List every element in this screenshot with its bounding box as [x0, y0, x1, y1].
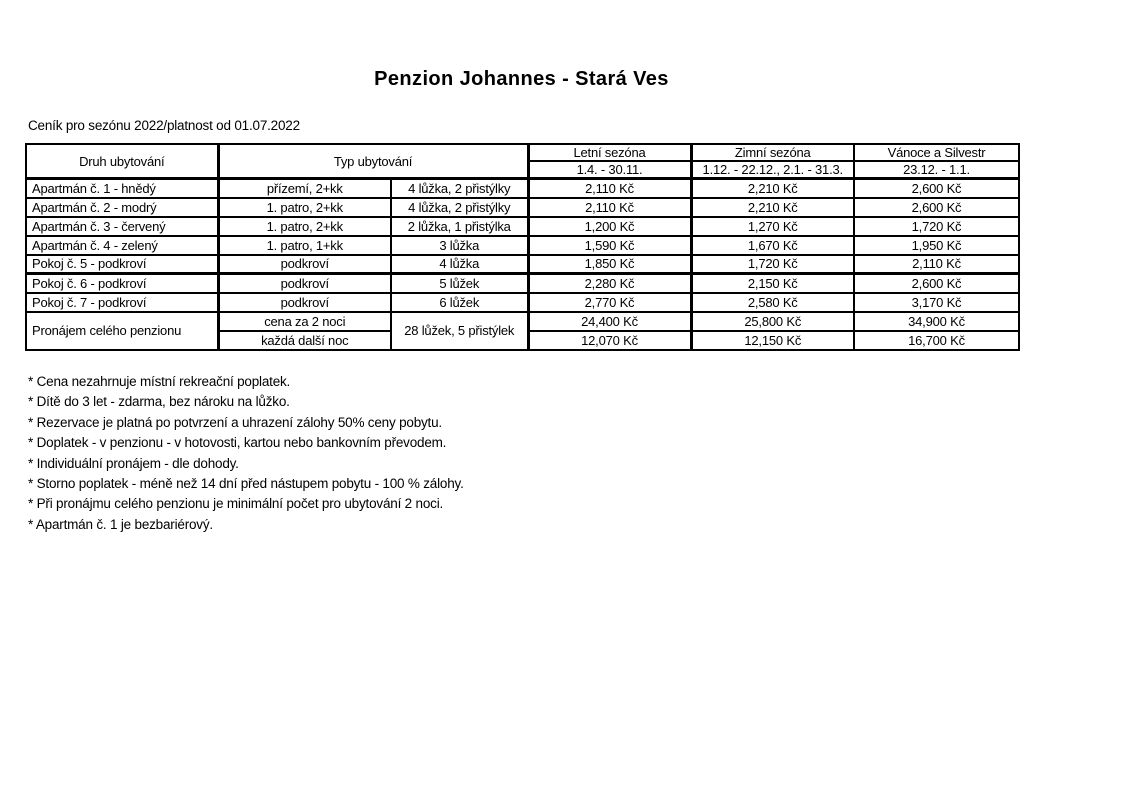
- room-floor-cell: podkroví: [218, 274, 391, 293]
- room-floor-cell: podkroví: [218, 255, 391, 274]
- price-christmas-cell: 1,950 Kč: [854, 236, 1019, 255]
- price-christmas-cell: 3,170 Kč: [854, 293, 1019, 312]
- header-christmas-season: Vánoce a Silvestr: [854, 144, 1019, 161]
- header-winter-dates: 1.12. - 22.12., 2.1. - 31.3.: [691, 161, 854, 179]
- pricelist-validity: Ceník pro sezónu 2022/platnost od 01.07.2022: [28, 118, 300, 133]
- price-winter-cell: 12,150 Kč: [691, 331, 854, 350]
- table-row: [26, 217, 1019, 236]
- room-beds-cell: 28 lůžek, 5 přistýlek: [391, 312, 528, 350]
- room-floor-cell: 1. patro, 1+kk: [218, 236, 391, 255]
- room-name-cell: Pronájem celého penzionu: [26, 312, 218, 350]
- price-christmas-cell: 34,900 Kč: [854, 312, 1019, 331]
- header-druh-ubytovani: Druh ubytování: [26, 144, 218, 179]
- price-christmas-cell: 2,110 Kč: [854, 255, 1019, 274]
- room-name-cell: Pokoj č. 7 - podkroví: [26, 293, 218, 312]
- price-summer-cell: 2,770 Kč: [528, 293, 691, 312]
- price-winter-cell: 25,800 Kč: [691, 312, 854, 331]
- header-christmas-dates: 23.12. - 1.1.: [854, 161, 1019, 179]
- price-winter-cell: 1,270 Kč: [691, 217, 854, 236]
- room-name-cell: Apartmán č. 2 - modrý: [26, 198, 218, 217]
- price-christmas-cell: 16,700 Kč: [854, 331, 1019, 350]
- price-winter-cell: 2,150 Kč: [691, 274, 854, 293]
- room-beds-cell: 2 lůžka, 1 přistýlka: [391, 217, 528, 236]
- room-floor-cell: 1. patro, 2+kk: [218, 198, 391, 217]
- room-name-cell: Apartmán č. 3 - červený: [26, 217, 218, 236]
- footnote-line: * Dítě do 3 let - zdarma, bez nároku na lůžko.: [28, 394, 290, 410]
- price-winter-cell: 2,210 Kč: [691, 179, 854, 198]
- price-winter-cell: 2,580 Kč: [691, 293, 854, 312]
- footnote-line: * Při pronájmu celého penzionu je minimální počet pro ubytování 2 noci.: [28, 496, 444, 512]
- room-beds-cell: 3 lůžka: [391, 236, 528, 255]
- price-summer-cell: 24,400 Kč: [528, 312, 691, 331]
- price-summer-cell: 2,110 Kč: [528, 198, 691, 217]
- header-summer-dates: 1.4. - 30.11.: [528, 161, 691, 179]
- footnote-line: * Apartmán č. 1 je bezbariérový.: [28, 516, 213, 532]
- table-row: [26, 236, 1019, 255]
- footnote-line: * Rezervace je platná po potvrzení a uhrazení zálohy 50% ceny pobytu.: [28, 414, 442, 430]
- price-christmas-cell: 2,600 Kč: [854, 274, 1019, 293]
- page-title: Penzion Johannes - Stará Ves: [374, 68, 669, 90]
- price-table: [25, 143, 1020, 351]
- header-row-seasons: [26, 144, 1019, 161]
- price-christmas-cell: 1,720 Kč: [854, 217, 1019, 236]
- price-summer-cell: 12,070 Kč: [528, 331, 691, 350]
- table-row: [26, 274, 1019, 293]
- footnote-line: * Doplatek - v penzionu - v hotovosti, kartou nebo bankovním převodem.: [28, 435, 447, 451]
- price-summer-cell: 1,590 Kč: [528, 236, 691, 255]
- pension-price-type-cell: každá další noc: [218, 331, 391, 350]
- price-christmas-cell: 2,600 Kč: [854, 198, 1019, 217]
- price-christmas-cell: 2,600 Kč: [854, 179, 1019, 198]
- room-beds-cell: 4 lůžka: [391, 255, 528, 274]
- header-summer-season: Letní sezóna: [528, 144, 691, 161]
- room-beds-cell: 4 lůžka, 2 přistýlky: [391, 179, 528, 198]
- footnotes: [28, 372, 464, 535]
- table-row: [26, 293, 1019, 312]
- price-summer-cell: 2,110 Kč: [528, 179, 691, 198]
- room-beds-cell: 5 lůžek: [391, 274, 528, 293]
- room-floor-cell: podkroví: [218, 293, 391, 312]
- table-row: [26, 255, 1019, 274]
- room-floor-cell: přízemí, 2+kk: [218, 179, 391, 198]
- room-beds-cell: 4 lůžka, 2 přistýlky: [391, 198, 528, 217]
- price-winter-cell: 1,720 Kč: [691, 255, 854, 274]
- room-name-cell: Pokoj č. 6 - podkroví: [26, 274, 218, 293]
- room-floor-cell: 1. patro, 2+kk: [218, 217, 391, 236]
- room-name-cell: Apartmán č. 4 - zelený: [26, 236, 218, 255]
- price-summer-cell: 1,200 Kč: [528, 217, 691, 236]
- room-name-cell: Pokoj č. 5 - podkroví: [26, 255, 218, 274]
- price-winter-cell: 2,210 Kč: [691, 198, 854, 217]
- price-summer-cell: 2,280 Kč: [528, 274, 691, 293]
- table-row: [26, 198, 1019, 217]
- price-summer-cell: 1,850 Kč: [528, 255, 691, 274]
- footnote-line: * Storno poplatek - méně než 14 dní před nástupem pobytu - 100 % zálohy.: [28, 476, 464, 492]
- price-winter-cell: 1,670 Kč: [691, 236, 854, 255]
- header-winter-season: Zimní sezóna: [691, 144, 854, 161]
- table-row-whole-pension: [26, 312, 1019, 331]
- header-typ-ubytovani: Typ ubytování: [218, 144, 528, 179]
- footnote-line: * Individuální pronájem - dle dohody.: [28, 455, 239, 471]
- table-row: [26, 179, 1019, 198]
- room-name-cell: Apartmán č. 1 - hnědý: [26, 179, 218, 198]
- room-beds-cell: 6 lůžek: [391, 293, 528, 312]
- pension-price-type-cell: cena za 2 noci: [218, 312, 391, 331]
- footnote-line: * Cena nezahrnuje místní rekreační poplatek.: [28, 374, 291, 389]
